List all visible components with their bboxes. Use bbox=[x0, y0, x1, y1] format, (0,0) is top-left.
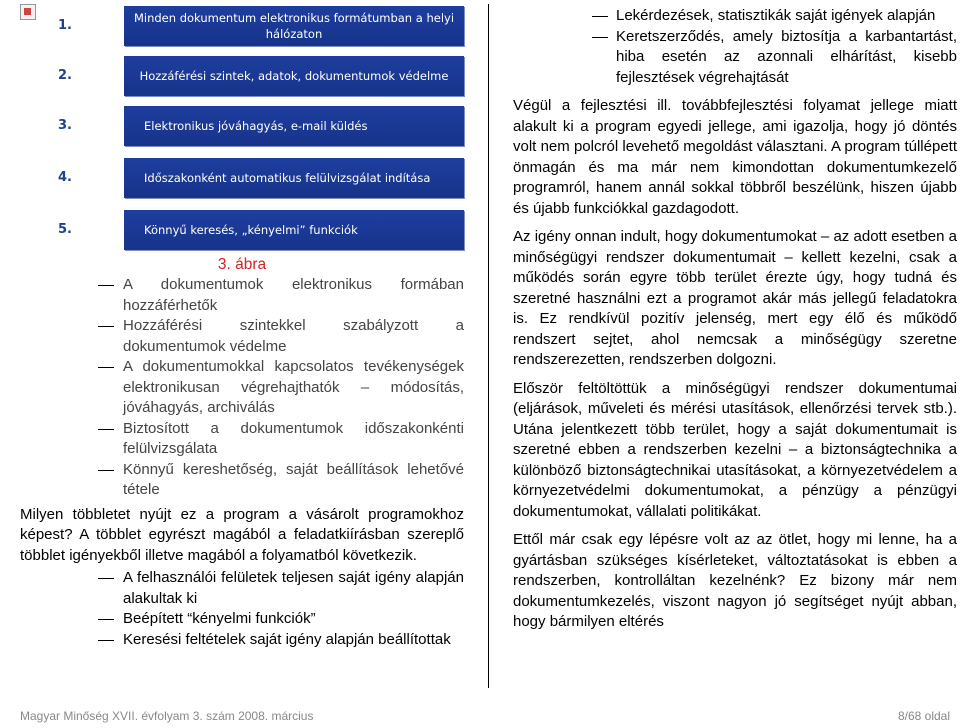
figure-number: 4. bbox=[58, 170, 72, 185]
figure-row-3 bbox=[20, 104, 464, 148]
continued-list bbox=[513, 6, 957, 88]
column-divider bbox=[488, 4, 489, 688]
figure-bar-label: Minden dokumentum elektronikus formátumban a helyi hálózaton bbox=[133, 11, 455, 41]
figure-bar bbox=[124, 6, 464, 46]
list-item: A felhasználói felületek teljesen saját igény alapján alakultak ki bbox=[20, 568, 464, 609]
list-item: Lekérdezések, statisztikák saját igények alapján bbox=[513, 6, 957, 27]
figure-number: 5. bbox=[58, 222, 72, 237]
body-paragraph: Ettől már csak egy lépésre volt az az ötlet, hogy mi lenne, ha a gyártásban szükséges kísérleteket, változtatásokat is ebben a rendszerben, kontrolláltan kezelnénk? Ez bizony már nem dokumentumkezelés, viszont nagyon jó segítséget nyújt abban, hogy bármilyen eltérés bbox=[513, 531, 957, 630]
figure-number: 1. bbox=[58, 18, 72, 33]
body-paragraph: Az igény onnan indult, hogy dokumentumokat – az adott esetben a minőségügyi rendszer dokumentumait – kellett kezelni, csak a működés során egyre több terület érezte úgy, hogy tudná és szeretné használni ezt a programot akár más jellegű feladatokra is. Ez rendkívül pozitív jelenség, mert egy élő és működő rendszert sejtet, ahol nemcsak a minőségügy szeretne rendszerezetten, rendszerben dolgozni. bbox=[513, 228, 957, 368]
body-paragraph: Milyen többletet nyújt ez a program a vásárolt programokhoz képest? A többlet egyrészt magából a feladatkiírásban szereplő többlet igényekből illetve magából a folyamatból következik. bbox=[20, 505, 464, 564]
list-item: Hozzáférési szintekkel szabályzott a dokumentumok védelme bbox=[20, 316, 464, 357]
body-paragraph: Végül a fejlesztési ill. továbbfejlesztési folyamat jellege miatt alakult ki a program egyedi jellege, ami igazolja, hogy jó döntés volt nem polcról levehető megoldást választani. A program túllépett önmagán és ma már nem kimondottan dokumentumkezelő programról, hanem annál sokkal többről beszélünk, hiszen újabb és újabb funkciókkal gazdagodott. bbox=[513, 97, 957, 217]
list-item: Biztosított a dokumentumok időszakonkénti felülvizsgálata bbox=[20, 419, 464, 460]
figure-row-2 bbox=[20, 54, 464, 98]
list-item: Könnyű kereshetőség, saját beállítások lehetővé tétele bbox=[20, 460, 464, 501]
figure-3 bbox=[20, 4, 464, 254]
body-paragraph: Először feltöltöttük a minőségügyi rendszer dokumentumai (eljárások, műveleti és mérési utasítások, ellenőrzési tervek stb.). Utána jelentkezett több terület, hogy a saját dokumentumait is szeretné ebben a rendszerben kezelni – a biztonságtechnika a különböző biztonságtechnikai utasításokat, a környezetvédelem a környezetvédelmi dokumentumokat, a pénzügy a pénzügyi dokumentumokat, vállalati politikákat. bbox=[513, 379, 957, 520]
figure-bar-label: Időszakonként automatikus felülvizsgálat indítása bbox=[144, 171, 431, 185]
figure-bar bbox=[124, 210, 464, 250]
figure-row-5 bbox=[20, 208, 464, 252]
footer-page-number: 8/68 oldal bbox=[897, 709, 950, 723]
list-item: Keretszerződés, amely biztosítja a karbantartást, hiba esetén az azonnali elhárítást, kisebb fejlesztések végrehajtását bbox=[513, 27, 957, 89]
list-item: A dokumentumokkal kapcsolatos tevékenységek elektronikusan végrehajthatók – módosítás, jóváhagyás, archiválás bbox=[20, 357, 464, 419]
list-item: A dokumentumok elektronikus formában hozzáférhetők bbox=[20, 275, 464, 316]
feature-list bbox=[20, 275, 464, 501]
figure-row-4 bbox=[20, 156, 464, 200]
figure-bar bbox=[124, 56, 464, 96]
figure-number: 2. bbox=[58, 68, 72, 83]
figure-bar-label: Könnyű keresés, „kényelmi” funkciók bbox=[144, 223, 358, 237]
list-item: Keresési feltételek saját igény alapján beállítottak bbox=[20, 630, 464, 651]
figure-bar bbox=[124, 106, 464, 146]
page-footer bbox=[20, 709, 950, 725]
figure-bar-label: Hozzáférési szintek, adatok, dokumentumok védelme bbox=[139, 69, 449, 83]
footer-publication: Magyar Minőség XVII. évfolyam 3. szám 2008. március bbox=[20, 709, 314, 723]
right-column bbox=[513, 6, 957, 633]
figure-number: 3. bbox=[58, 118, 72, 133]
figure-row-1 bbox=[20, 4, 464, 48]
list-item: Beépített “kényelmi funkciók” bbox=[20, 609, 464, 630]
figure-bar-label: Elektronikus jóváhagyás, e-mail küldés bbox=[144, 119, 368, 133]
left-column bbox=[20, 255, 464, 650]
figure-caption: 3. ábra bbox=[217, 256, 267, 273]
extra-list bbox=[20, 568, 464, 650]
figure-bar bbox=[124, 158, 464, 198]
